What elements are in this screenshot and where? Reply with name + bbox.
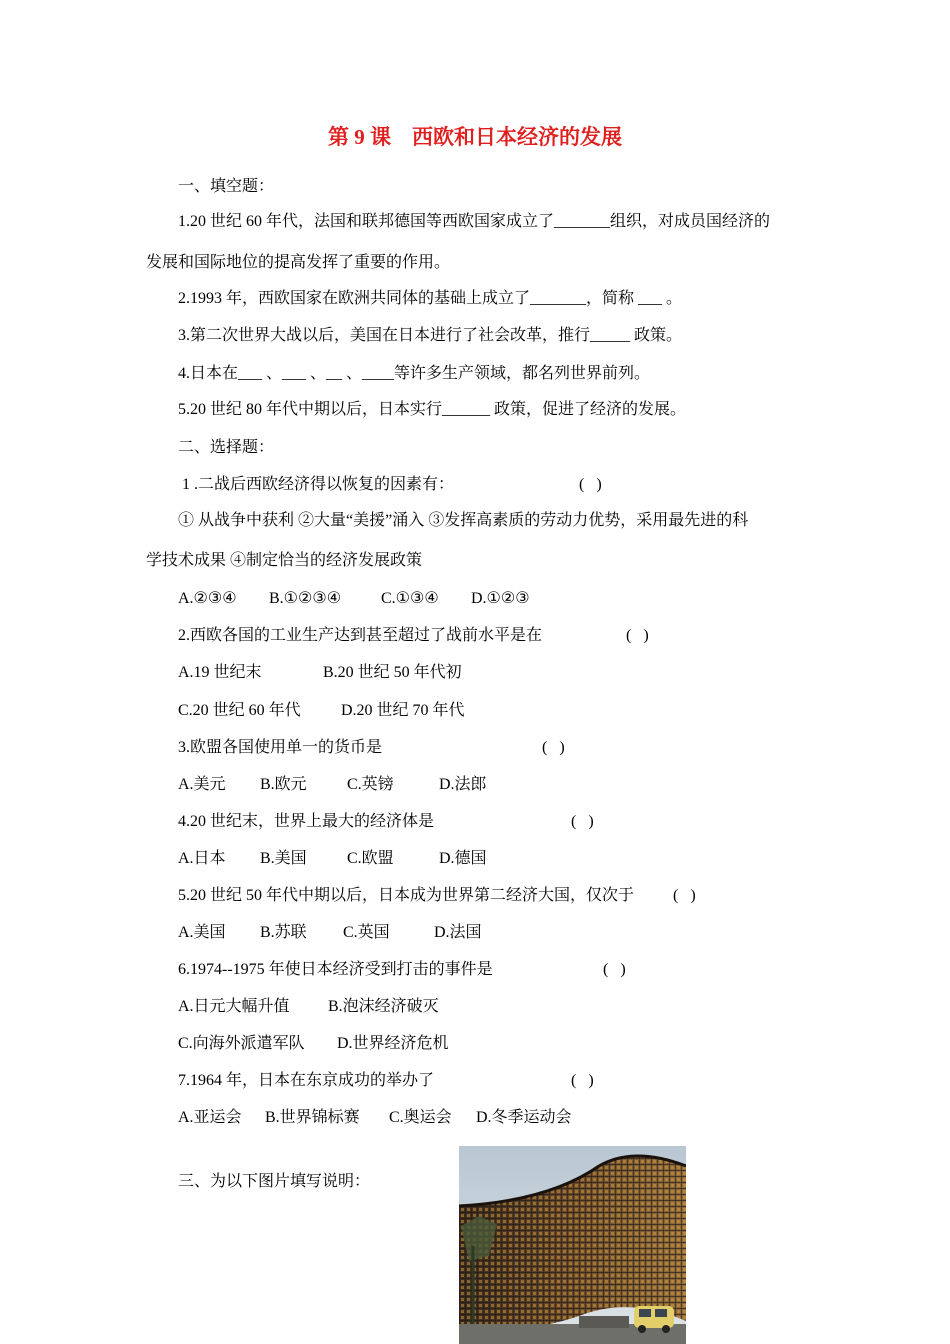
option-d: D.冬季运动会 <box>476 1109 572 1126</box>
choice-question-6: 6.1974--1975 年使日本经济受到打击的事件是 <box>178 961 493 978</box>
answer-paren: ( ) <box>603 961 626 978</box>
choice-question-7: 7.1964 年，日本在东京成功的举办了 <box>178 1072 435 1089</box>
option-b: B.欧元 <box>260 776 307 793</box>
option-c: C.奥运会 <box>389 1109 452 1126</box>
answer-paren: ( ) <box>542 739 565 756</box>
answer-paren: ( ) <box>579 476 602 493</box>
option-d: D.①②③ <box>471 590 530 607</box>
choice-question-4: 4.20 世纪末，世界上最大的经济体是 <box>178 813 435 830</box>
section-heading-choice: 二、选择题： <box>178 439 275 456</box>
option-b: B.20 世纪 50 年代初 <box>323 664 462 681</box>
fill-question-4: 4.日本在___ 、___ 、__ 、____等许多生产领域，都名列世界前列。 <box>178 365 651 382</box>
fill-question-1: 1.20 世纪 60 年代，法国和联邦德国等西欧国家成立了_______组织，对成员国经济的 <box>178 213 771 230</box>
option-b: B.世界锦标赛 <box>265 1109 360 1126</box>
option-d: D.法郎 <box>439 776 487 793</box>
option-c: C.向海外派遣军队 <box>178 1035 305 1052</box>
option-a: A.日元大幅升值 <box>178 998 290 1015</box>
answer-paren: ( ) <box>626 627 649 644</box>
choice-question-1-factors: ① 从战争中获利 ②大量“美援”涌入 ③发挥高素质的劳动力优势，采用最先进的科 <box>178 512 749 529</box>
answer-paren: ( ) <box>673 887 696 904</box>
fill-question-2: 2.1993 年，西欧国家在欧洲共同体的基础上成立了_______，简称 ___ 。 <box>178 290 683 307</box>
answer-paren: ( ) <box>571 813 594 830</box>
choice-question-2: 2.西欧各国的工业生产达到甚至超过了战前水平是在 <box>178 627 543 644</box>
building-photo <box>459 1146 686 1344</box>
option-b: B.①②③④ <box>269 590 342 607</box>
option-c: C.欧盟 <box>347 850 394 867</box>
choice-question-1: 1 .二战后西欧经济得以恢复的因素有： <box>178 476 455 493</box>
fill-question-5: 5.20 世纪 80 年代中期以后，日本实行______ 政策，促进了经济的发展。 <box>178 401 687 418</box>
option-c: C.20 世纪 60 年代 <box>178 702 301 719</box>
option-a: A.亚运会 <box>178 1109 242 1126</box>
option-a: A.美国 <box>178 924 226 941</box>
option-a: A.19 世纪末 <box>178 664 262 681</box>
option-c: C.①③④ <box>381 590 439 607</box>
choice-question-5: 5.20 世纪 50 年代中期以后，日本成为世界第二经济大国，仅次于 <box>178 887 635 904</box>
option-c: C.英镑 <box>347 776 394 793</box>
option-b: B.泡沫经济破灭 <box>328 998 439 1015</box>
option-d: D.世界经济危机 <box>337 1035 449 1052</box>
option-a: A.②③④ <box>178 590 237 607</box>
option-d: D.法国 <box>434 924 482 941</box>
option-b: B.美国 <box>260 850 307 867</box>
option-d: D.20 世纪 70 年代 <box>341 702 465 719</box>
curved-building-image <box>459 1146 686 1344</box>
answer-paren: ( ) <box>571 1072 594 1089</box>
option-d: D.德国 <box>439 850 487 867</box>
fill-question-1-continued: 发展和国际地位的提高发挥了重要的作用。 <box>146 254 451 271</box>
fill-question-3: 3.第二次世界大战以后，美国在日本进行了社会改革，推行_____ 政策。 <box>178 327 683 344</box>
choice-question-1-factors-continued: 学技术成果 ④制定恰当的经济发展政策 <box>146 552 423 569</box>
page-title: 第 9 课 西欧和日本经济的发展 <box>328 125 622 149</box>
option-a: A.美元 <box>178 776 226 793</box>
section-heading-fill-blank: 一、填空题： <box>178 178 275 195</box>
option-c: C.英国 <box>343 924 390 941</box>
section-heading-picture-caption: 三、为以下图片填写说明： <box>178 1173 371 1190</box>
option-b: B.苏联 <box>260 924 307 941</box>
option-a: A.日本 <box>178 850 226 867</box>
choice-question-3: 3.欧盟各国使用单一的货币是 <box>178 739 383 756</box>
